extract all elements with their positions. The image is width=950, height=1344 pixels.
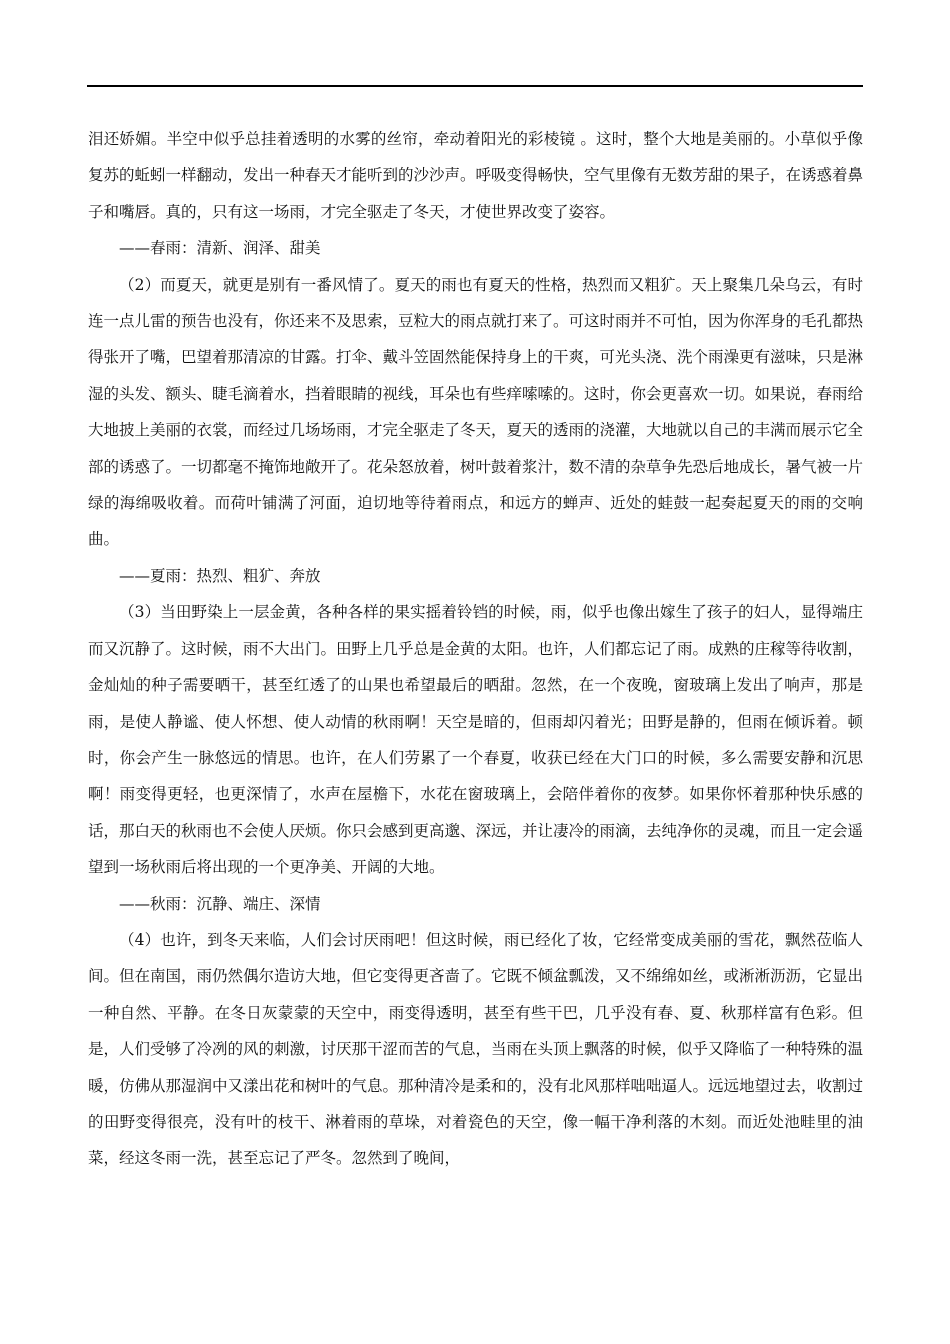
caption-spring: ——春雨：清新、润泽、甜美 bbox=[119, 239, 321, 258]
caption-summer: ——夏雨：热烈、粗犷、奔放 bbox=[119, 566, 321, 585]
document-body bbox=[88, 121, 863, 1177]
caption-autumn: ——秋雨：沉静、端庄、深情 bbox=[119, 894, 321, 913]
paragraph-autumn: （3）当田野染上一层金黄，各种各样的果实摇着铃铛的时候，雨，似乎也像出嫁生了孩子的妇人，显得端庄而又沉静了。这时候，雨不大出门。田野上几乎总是金黄的太阳。也许，人们都忘记了雨。成熟的庄稼等待收割，金灿灿的种子需要晒干，甚至红透了的山果也希望最后的晒甜。忽然，在一个夜晚，窗玻璃上发出了响声，那是雨，是使人静谧、使人怀想、使人动情的秋雨啊！天空是暗的，但雨却闪着光；田野是静的，但雨在倾诉着。顿时，你会产生一脉悠远的情思。也许，在人们劳累了一个春夏，收获已经在大门口的时候，多么需要安静和沉思啊！雨变得更轻，也更深情了，水声在屋檐下，水花在窗玻璃上，会陪伴着你的夜梦。如果你怀着那种快乐感的话，那白天的秋雨也不会使人厌烦。你只会感到更高邈、深远，并让凄冷的雨滴，去纯净你的灵魂，而且一定会遥望到一场秋雨后将出现的一个更净美、开阔的大地。 bbox=[88, 603, 864, 877]
paragraph-winter: （4）也许，到冬天来临，人们会讨厌雨吧！但这时候，雨已经化了妆，它经常变成美丽的雪花，飘然莅临人间。但在南国，雨仍然偶尔造访大地，但它变得更吝啬了。它既不倾盆瓢泼，又不绵绵如丝，或淅淅沥沥，它显出一种自然、平静。在冬日灰蒙蒙的天空中，雨变得透明，甚至有些干巴，几乎没有春、夏、秋那样富有色彩。但是，人们受够了冷冽的风的刺激，讨厌那干涩而苦的气息，当雨在头顶上飘落的时候，似乎又降临了一种特殊的温暖，仿佛从那湿润中又漾出花和树叶的气息。那种清冷是柔和的，没有北风那样咄咄逼人。远远地望过去，收割过的田野变得很亮，没有叶的枝干、淋着雨的草垛，对着瓷色的天空，像一幅干净利落的木刻。而近处池畦里的油菜，经这冬雨一洗，甚至忘记了严冬。忽然到了晚间， bbox=[88, 930, 864, 1168]
paragraph-summer: （2）而夏天，就更是别有一番风情了。夏天的雨也有夏天的性格，热烈而又粗犷。天上聚集几朵乌云，有时连一点儿雷的预告也没有，你还来不及思索，豆粒大的雨点就打来了。可这时雨并不可怕，因为你浑身的毛孔都热得张开了嘴，巴望着那清凉的甘露。打伞、戴斗笠固然能保持身上的干爽，可光头浇、洗个雨澡更有滋味，只是淋湿的头发、额头、睫毛滴着水，挡着眼睛的视线，耳朵也有些痒嗦嗦的。这时，你会更喜欢一切。如果说，春雨给大地披上美丽的衣裳，而经过几场场雨，才完全驱走了冬天，夏天的透雨的浇灌，大地就以自己的丰满而展示它全部的诱惑了。一切都毫不掩饰地敞开了。花朵怒放着，树叶鼓着浆汁，数不清的杂草争先恐后地成长，暑气被一片绿的海绵吸收着。而荷叶铺满了河面，迫切地等待着雨点，和远方的蝉声、近处的蛙鼓一起奏起夏天的雨的交响曲。 bbox=[88, 275, 864, 549]
paragraph-spring-end: 泪还娇媚。半空中似乎总挂着透明的水雾的丝帘，牵动着阳光的彩棱镜 。这时，整个大地是美丽的。小草似乎像复苏的蚯蚓一样翻动，发出一种春天才能听到的沙沙声。呼吸变得畅快，空气里像有无数芳甜的果子，在诱惑着鼻子和嘴唇。真的，只有这一场雨，才完全驱走了冬天，才使世界改变了姿容。 bbox=[88, 130, 864, 221]
header-rule bbox=[87, 85, 863, 87]
